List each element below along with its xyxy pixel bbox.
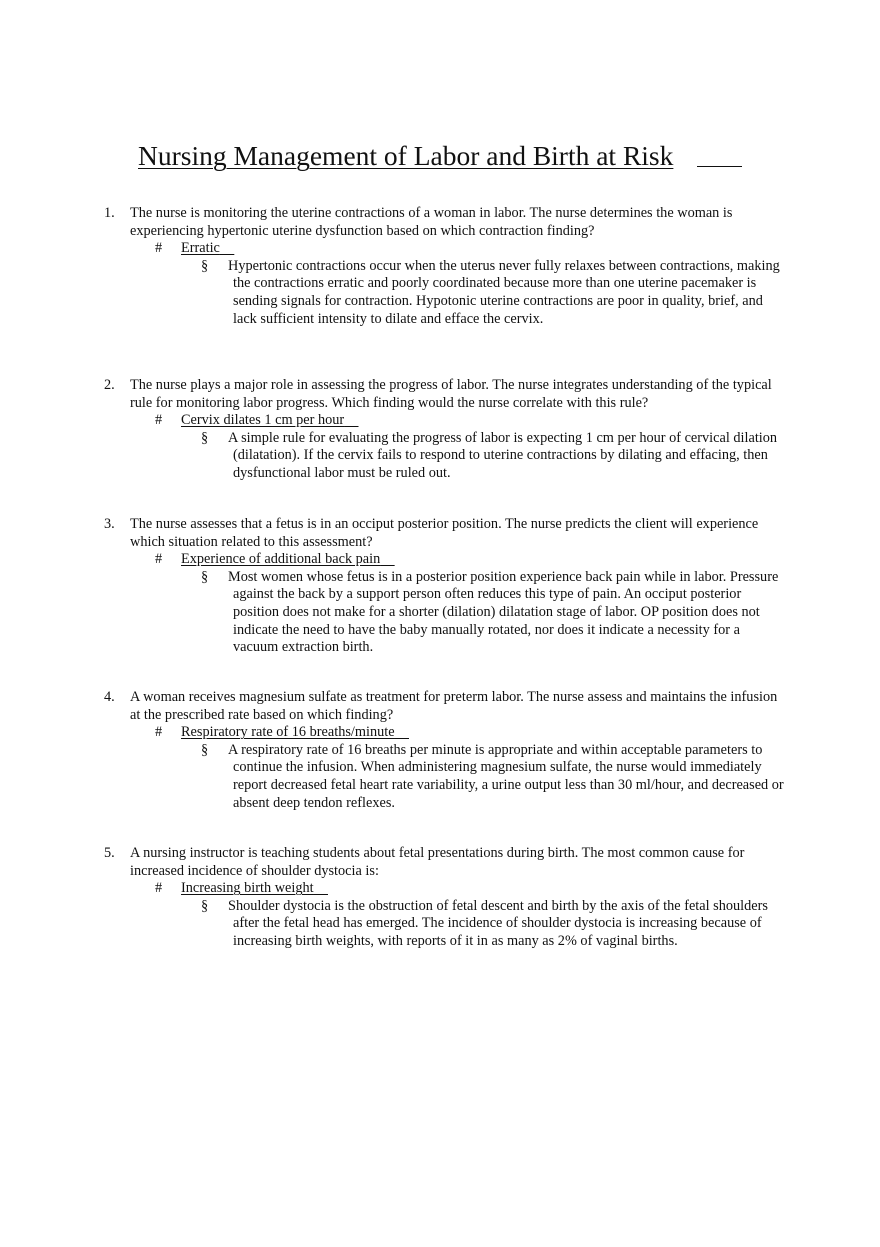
- rationale-text: A respiratory rate of 16 breaths per minute is appropriate and within acceptable parameters to continue the infusion. When administering magnesium sulfate, the nurse would immediately report decreased fetal heart rate variability, a urine output less than 30 ml/hour, and decreased or absent deep tendon reflexes.: [228, 741, 784, 811]
- question-number: 1.: [104, 205, 115, 221]
- rationale-marker: §: [201, 897, 209, 914]
- answer-row: [104, 412, 784, 430]
- answer-text: Respiratory rate of 16 breaths/minute: [181, 724, 395, 741]
- rationale-row: [104, 898, 784, 951]
- answer-row: [104, 724, 784, 742]
- question-text: A nursing instructor is teaching students about fetal presentations during birth. The most common cause for increased incidence of shoulder dystocia is:: [130, 845, 745, 879]
- answer-marker: #: [155, 412, 163, 429]
- question-item: [104, 845, 784, 951]
- rationale-row: [104, 430, 784, 483]
- answer-row: [104, 551, 784, 569]
- answer-text: Increasing birth weight: [181, 880, 314, 897]
- answer-text: Erratic: [181, 240, 220, 257]
- question-stem: [104, 845, 784, 880]
- rationale-marker: §: [201, 568, 209, 585]
- question-item: [104, 377, 784, 483]
- question-text: The nurse plays a major role in assessing the progress of labor. The nurse integrates understanding of the typical rule for monitoring labor progress. Which finding would the nurse correlate with this rule?: [130, 377, 772, 411]
- rationale-row: [104, 258, 784, 328]
- rationale-row: [104, 569, 784, 657]
- question-number: 2.: [104, 377, 115, 393]
- question-text: The nurse assesses that a fetus is in an occiput posterior position. The nurse predicts the client will experience which situation related to this assessment?: [130, 516, 759, 550]
- answer-text: Experience of additional back pain: [181, 551, 381, 568]
- answer-marker: #: [155, 240, 163, 257]
- question-number: 5.: [104, 845, 115, 861]
- question-number: 4.: [104, 689, 115, 705]
- answer-marker: #: [155, 551, 163, 568]
- answer-row: [104, 880, 784, 898]
- rationale-text: Hypertonic contractions occur when the uterus never fully relaxes between contractions, making the contractions erratic and poorly coordinated because more than one uterine pacemaker is sending signals for contraction. Hypotonic uterine contractions are poor in quality, brief, and lack sufficient intensity to dilate and efface the cervix.: [228, 257, 780, 327]
- answer-marker: #: [155, 880, 163, 897]
- rationale-marker: §: [201, 257, 209, 274]
- question-item: [104, 689, 784, 812]
- question-text: The nurse is monitoring the uterine contractions of a woman in labor. The nurse determines the woman is experiencing hypertonic uterine dysfunction based on which contraction finding?: [130, 205, 733, 239]
- rationale-text: A simple rule for evaluating the progress of labor is expecting 1 cm per hour of cervical dilation (dilatation). If the cervix fails to respond to uterine contractions by dilating and effacing, then dysfunctional labor must be ruled out.: [228, 429, 778, 481]
- rationale-marker: §: [201, 741, 209, 758]
- question-stem: [104, 516, 784, 551]
- question-stem: [104, 689, 784, 724]
- answer-row: [104, 240, 784, 258]
- rationale-row: [104, 742, 784, 812]
- question-item: [104, 205, 784, 328]
- question-stem: [104, 205, 784, 240]
- rationale-text: Most women whose fetus is in a posterior position experience back pain while in labor. Pressure against the back by a support person often reduces this type of pain. An occiput posterior position does not make for a shorter (dilation) dilatation stage of labor. OP position does not indicate the need to have the baby manually rotated, nor does it indicate a necessity for a vacuum extraction birth.: [228, 568, 779, 656]
- question-item: [104, 516, 784, 657]
- question-number: 3.: [104, 516, 115, 532]
- page-title: Nursing Management of Labor and Birth at Risk: [138, 140, 674, 171]
- title-underline: [697, 166, 742, 167]
- question-stem: [104, 377, 784, 412]
- answer-marker: #: [155, 724, 163, 741]
- question-text: A woman receives magnesium sulfate as treatment for preterm labor. The nurse assess and maintains the infusion at the prescribed rate based on which finding?: [130, 689, 778, 723]
- rationale-marker: §: [201, 429, 209, 446]
- answer-text: Cervix dilates 1 cm per hour: [181, 412, 345, 429]
- rationale-text: Shoulder dystocia is the obstruction of fetal descent and birth by the axis of the fetal shoulders after the fetal head has emerged. The incidence of shoulder dystocia is increasing because of increasing birth weights, with reports of it in as many as 2% of vaginal births.: [228, 897, 768, 949]
